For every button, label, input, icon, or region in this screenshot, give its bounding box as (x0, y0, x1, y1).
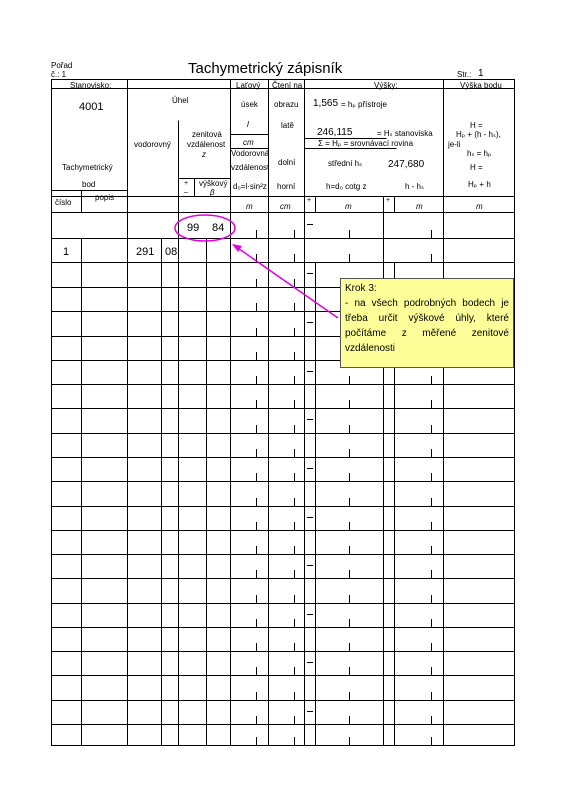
h-diff-label: h - hₛ (405, 182, 424, 191)
H-eq-label-2: H = (470, 163, 483, 172)
zenitova-symbol: z (202, 150, 206, 159)
zenitova-line1: zenitová (192, 130, 222, 139)
point1-hz-deg: 291 (136, 246, 155, 258)
l-symbol: l (247, 120, 249, 129)
zenitova-line2: vzdálenost (187, 140, 226, 149)
cteni-label: Čtení na (272, 81, 303, 90)
annotation-arrow (235, 246, 338, 318)
porad-label: Pořad (51, 61, 73, 70)
stanovisko-label: Stanovisko: (70, 81, 112, 90)
bod-label: bod (82, 180, 96, 189)
orientation-zenith-min: 84 (212, 222, 225, 234)
station-height-value: 246,115 (317, 127, 353, 138)
vodorovna-line2: vzdálenost (231, 163, 270, 172)
plus-sign-heights-2: + (386, 197, 391, 204)
cm-unit-2: cm (280, 202, 291, 211)
middle-label: střední hₛ (328, 159, 363, 168)
hs-eq-label: hₛ = hₚ (467, 149, 492, 158)
je-li-label: je-li (448, 140, 461, 149)
d0-formula: d₀=l·sin²z (233, 182, 267, 191)
annotation-note (340, 278, 514, 368)
page-title: Tachymetrický zápisník (188, 60, 343, 77)
vodorovna-line1: Vodorovná (231, 149, 270, 158)
point1-number: 1 (63, 246, 70, 258)
latovy-label: Laťový (236, 81, 261, 90)
instrument-height-label: = hₚ přístroje (341, 100, 387, 109)
plus-sign-heights: + (307, 197, 312, 204)
minus-sign: – (184, 189, 188, 196)
uhel-label: Úhel (172, 96, 189, 105)
page-label: Str.: (457, 70, 472, 79)
point1-hz-min: 08 (165, 246, 178, 258)
arrow-head (232, 244, 242, 252)
cm-unit: cm (243, 138, 254, 147)
vyskovy-label: výškový (199, 179, 228, 188)
instrument-height-value: 1,565 (313, 98, 339, 109)
annotation-title: Krok 3: (345, 283, 377, 294)
orientation-zenith-deg: 99 (187, 222, 200, 234)
plus-sign: + (184, 180, 189, 187)
page-number: 1 (478, 68, 484, 79)
annotation-text: - na všech podrobných bodech je třeba určit výškové úhly, které počítáme z měřené zenitové vzdálenosti (345, 298, 509, 354)
dolni-label: dolní (278, 158, 296, 167)
H-eq-label: H = (470, 121, 483, 130)
m-unit-3: m (416, 202, 423, 211)
porad-number: č.: 1 (51, 70, 67, 79)
late-label: latě (281, 121, 294, 130)
popis-label: popis (95, 193, 115, 202)
stanovisko-value: 4001 (79, 101, 104, 113)
vyska-bodu-label: Výška bodu (460, 81, 502, 90)
horizon-label: Σ = Hₚ = srovnávací rovina (318, 139, 414, 148)
station-height-label: = Hₛ stanoviska (377, 129, 433, 138)
obrazu-label: obrazu (274, 100, 299, 109)
m-unit-2: m (345, 202, 352, 211)
H-formula-line2: Hₚ + h (468, 180, 491, 189)
m-unit-4: m (476, 202, 483, 211)
horni-label: horní (277, 182, 296, 191)
highlight-ellipse (175, 215, 235, 241)
beta-symbol: β (210, 188, 215, 197)
H-formula-line1: Hₚ + (h - hₛ), (456, 130, 501, 139)
vodorovny-label: vodorovný (134, 140, 171, 149)
vysky-label: Výšky: (374, 81, 398, 90)
horizon-value: 247,680 (388, 159, 425, 170)
m-unit-1: m (246, 202, 253, 211)
cislo-label: číslo (55, 198, 72, 207)
usek-label: úsek (241, 100, 258, 109)
h-formula: h=d₀ cotg z (326, 182, 367, 191)
tachymetricky-label: Tachymetrický (62, 163, 113, 172)
